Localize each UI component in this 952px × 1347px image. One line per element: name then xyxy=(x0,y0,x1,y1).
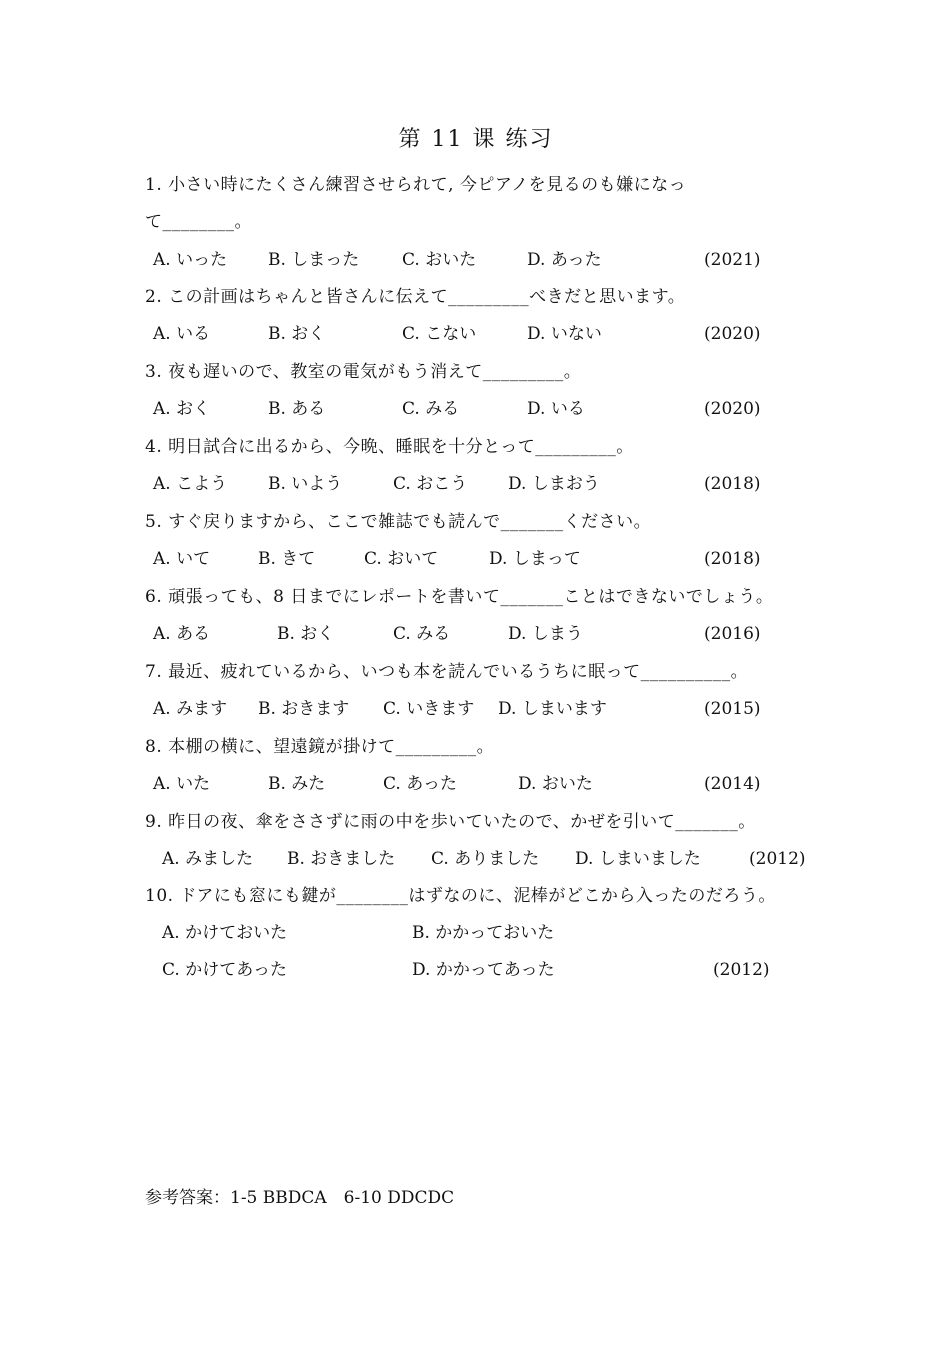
option-d: D. しまいました xyxy=(575,849,701,869)
question-4-stem: 4. 明日試合に出るから、今晩、睡眠を十分とって_________。 xyxy=(145,437,634,457)
question-7-stem: 7. 最近、疲れているから、いつも本を読んでいるうちに眠って__________。 xyxy=(145,662,749,682)
question-year: (2015) xyxy=(704,699,761,719)
option-b: B. おく xyxy=(277,624,335,644)
option-b: B. おきました xyxy=(287,849,396,869)
option-c: C. おいた xyxy=(402,250,477,270)
question-3-stem: 3. 夜も遅いので、教室の電気がもう消えて_________。 xyxy=(145,362,582,382)
option-c: C. みる xyxy=(402,399,460,419)
option-a: A. いった xyxy=(153,250,228,270)
option-c: C. こない xyxy=(402,324,477,344)
option-b: B. おきます xyxy=(258,699,350,719)
question-year: (2020) xyxy=(704,324,761,344)
question-year: (2018) xyxy=(704,549,761,569)
option-c: C. ありました xyxy=(431,849,540,869)
option-a: A. こよう xyxy=(153,474,228,494)
option-d: D. かかってあった xyxy=(412,960,555,980)
question-1-stem-line-2: て________。 xyxy=(145,212,252,232)
option-a: A. いる xyxy=(153,324,211,344)
question-year: (2014) xyxy=(704,774,761,794)
option-b: B. きて xyxy=(258,549,316,569)
question-year: (2012) xyxy=(713,960,770,980)
question-8-stem: 8. 本棚の横に、望遠鏡が掛けて_________。 xyxy=(145,737,495,757)
option-c: C. あった xyxy=(383,774,458,794)
option-d: D. しまう xyxy=(508,624,583,644)
answer-key: 参考答案：1-5 BBDCA 6-10 DDCDC xyxy=(145,1188,455,1208)
option-d: D. いる xyxy=(527,399,585,419)
question-year: (2018) xyxy=(704,474,761,494)
option-b: B. いよう xyxy=(268,474,343,494)
page-title: 第 11 课 练习 xyxy=(398,127,554,152)
question-year: (2021) xyxy=(704,250,761,270)
option-c: C. おいて xyxy=(364,549,439,569)
option-d: D. しまおう xyxy=(508,474,600,494)
question-year: (2012) xyxy=(749,849,806,869)
question-2-stem: 2. この計画はちゃんと皆さんに伝えて_________べきだと思います。 xyxy=(145,287,686,307)
option-a: A. みます xyxy=(153,699,228,719)
question-year: (2016) xyxy=(704,624,761,644)
option-a: A. ある xyxy=(153,624,211,644)
option-d: D. あった xyxy=(527,250,602,270)
option-c: C. おこう xyxy=(393,474,468,494)
option-c: C. いきます xyxy=(383,699,475,719)
option-b: B. しまった xyxy=(268,250,360,270)
option-a: A. みました xyxy=(162,849,254,869)
option-b: B. かかっておいた xyxy=(412,923,555,943)
option-b: B. ある xyxy=(268,399,326,419)
option-d: D. おいた xyxy=(518,774,593,794)
option-a: A. いて xyxy=(153,549,211,569)
question-1-stem-line-1: 1. 小さい時にたくさん練習させられて, 今ピアノを見るのも嫌になっ xyxy=(145,175,687,195)
option-c: C. みる xyxy=(393,624,451,644)
option-d: D. しまいます xyxy=(498,699,607,719)
option-c: C. かけてあった xyxy=(162,960,288,980)
question-10-stem: 10. ドアにも窓にも鍵が________はずなのに、泥棒がどこから入ったのだろう。 xyxy=(145,886,776,906)
question-9-stem: 9. 昨日の夜、傘をささずに雨の中を歩いていたので、かぜを引いて_______。 xyxy=(145,812,756,832)
question-5-stem: 5. すぐ戻りますから、ここで雑誌でも読んで_______ください。 xyxy=(145,512,652,532)
option-d: D. いない xyxy=(527,324,602,344)
option-a: A. かけておいた xyxy=(162,923,288,943)
question-year: (2020) xyxy=(704,399,761,419)
option-d: D. しまって xyxy=(489,549,581,569)
option-b: B. おく xyxy=(268,324,326,344)
option-a: A. いた xyxy=(153,774,211,794)
question-6-stem: 6. 頑張っても、8 日までにレポートを書いて_______ことはできないでしょう。 xyxy=(145,587,774,607)
option-a: A. おく xyxy=(153,399,211,419)
option-b: B. みた xyxy=(268,774,326,794)
